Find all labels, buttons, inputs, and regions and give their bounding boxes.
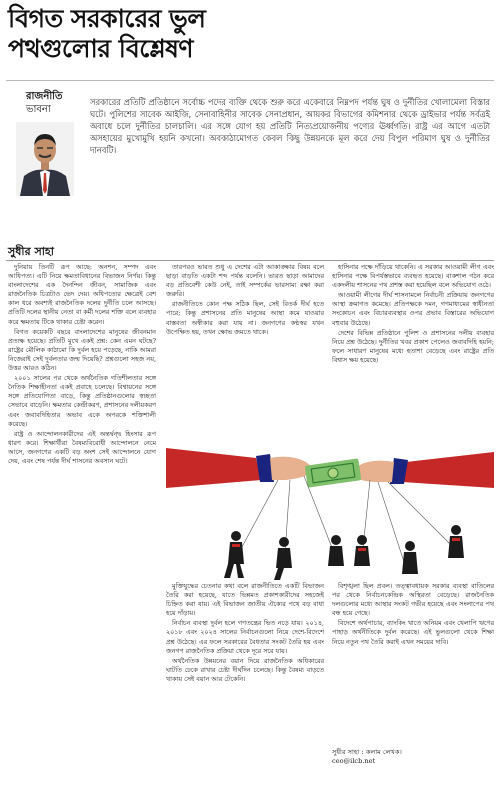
paragraph: রাজনীতিতে কোন পক্ষ সঠিক ছিল, সেই বিতর্ক দীর্ঘ হতে পারে; কিন্তু প্রশাসনের প্রতি মানুষের আস্থা কমে যাওয়ার বাস্তবতা অস্বীকার করা যায় না। জনগণের কণ্ঠস্বর যখন উপেক্ষিত হয়, তখন ক্ষোভ জমতে থাকে। — [166, 300, 324, 336]
author-credit: সুধীর সাহা : কলাম লেখক। — [332, 748, 402, 756]
body-column-2 — [166, 263, 324, 415]
paragraph: দেশের বিভিন্ন প্রতিষ্ঠানে পুলিশ ও প্রশাসনের দলীয় ব্যবহার নিয়ে প্রশ্ন উঠেছে। দুর্নীতির খবর প্রকাশ পেলেও জবাবদিহি হয়নি; ফলে সাধারণ মানুষের মধ্যে হতাশা বেড়েছে এবং রাষ্ট্রের প্রতি বিশ্বাস ক্ষয় হয়েছে। — [332, 328, 494, 364]
author-email[interactable]: ceo@ilcb.net — [332, 757, 376, 765]
lead-paragraph: সরকারের প্রতিটি প্রতিষ্ঠানে সর্বোচ্চ পদের ব্যক্তি থেকে শুরু করে একেবারে নিম্নপদ পর্যন্ত ঘুষ ও দুর্নীতির খোলামেলা বিস্তার ঘটে। পুলিশের সাবেক আইজি, সেনাবাহিনীর সাবেক সেনাপ্রধান, আয়কর বিভাগের কমিশনার থেকে ড্রাইভার পর্যন্ত সর্বত্রই অবাধে চলে দুর্নীতির চালচালি। এর সঙ্গে যোগ হয় প্রতিটি নিত্যপ্রয়োজনীয় পণ্যের ঊর্ধ্বগতি। রাষ্ট্র এর আগে এতটা অসহায়ের মুখোমুখি হয়নি কখনো। অবকাঠামোগত কেবল কিছু উন্নয়নকে মূল করে দেয় বিপুল পরিমাণ ঘুষ ও দুর্নীতির দানবটি। — [90, 97, 490, 155]
headline-line-1: বিগত সরকারের ভুল — [8, 4, 206, 33]
column-subtitle: ভাবনা — [26, 104, 51, 115]
author-portrait — [16, 122, 74, 196]
byline-divider — [6, 260, 494, 261]
paragraph: বিগত কয়েকটি বছরে বাংলাদেশের মানুষের জীবনমান প্রত্যক্ষ হয়েছে। প্রতিটি মুখে একই প্রশ্ন: কেন এমন ঘটছে? রাষ্ট্রের মৌলিক কাঠামো কি দুর্বল হয়ে পড়েছে, নাকি আমরা নিজেরাই সেই দুর্বলতার জন্ম দিয়েছি? প্রশ্নগুলো সহজ নয়, উত্তর আরও কঠিন। — [8, 327, 156, 373]
body-column-1 — [8, 263, 156, 795]
corruption-illustration — [166, 418, 494, 580]
paragraph: দুনিয়ায় তিনটি রূপ আছে: অনশন, সম্পদ এবং আধিপত্য। এটি নিয়ে ক্ষমতাবিধানের বিভাজন নির্ণয়। কিন্তু বাংলাদেশের এক দৈনন্দিন জীবন, সামাজিক এবং রাজনৈতিক চিত্রটাও ভেদ দেয়। অধিপত্যের ক্ষেত্রেই বেশ কাল ধরে অবশ্যই রাজনৈতিক দলের দুর্নীতি চলে আসছে। প্রতিটি দলের স্থানীয় নেতা বা কর্মী দলের শক্তি বলে ব্যবহার করে ক্ষমতায় টিকে থাকার চেষ্টা করেন। — [8, 263, 156, 326]
paragraph: হাসিনার পক্ষে দাঁড়িয়ে থাকেনি। এ সরকার আওয়ামী লীগ এবং হাসিনার পক্ষে বিপর্যস্তভাবে ব্যবহৃত হয়েছে। বাকশাল গঠন করে একদলীয় শাসনের পথ প্রশস্ত করা হয়েছিল বলে অভিযোগ ওঠে। — [332, 263, 494, 290]
paragraph: ২০০১ সালের পর থেকে অর্থনৈতিক গতিশীলতার সঙ্গে নৈতিক শিক্ষাহীনতা একই প্রবাহে চলেছে। বিশ্বায়নের সঙ্গে সঙ্গে প্রতিযোগিতা বাড়ে, কিন্তু প্রতিষ্ঠানগুলোর স্বচ্ছতা সেভাবে বাড়েনি। ক্ষমতার কেন্দ্রীকরণ, প্রশাসনের দলীয়করণ এবং জবাবদিহিতার অভাব একে অপরকে শক্তিশালী করেছে। — [8, 374, 156, 428]
body-column-5 — [332, 582, 494, 742]
paragraph: রাষ্ট্র ও আন্দোলনকারীদের এই অন্তর্দ্বন্দ্ব হিংসার রূপ ধারণ করে। শিক্ষার্থীরা বৈষম্যবিরোধী আন্দোলনে নেমে আসে, জনগণের একটি বড় অংশ সেই আন্দোলনে যোগ দেয়, এবং শেষ পর্যন্ত দীর্ঘ শাসনের অবসান ঘটে। — [8, 429, 156, 465]
paragraph: নির্বাচন ব্যবস্থা দুর্বল হলে গণতন্ত্রের ভিত নড়ে যায়। ২০১৪, ২০১৮ এবং ২০২৪ সালের নির্বাচনগুলো নিয়ে দেশে-বিদেশে প্রশ্ন উঠেছে। এর ফলে সরকারের বৈধতার সংকট তৈরি হয় এবং জনগণ রাজনৈতিক প্রক্রিয়া থেকে দূরে সরে যায়। — [166, 619, 324, 655]
paragraph: আওয়ামী লীগের দীর্ঘ শাসনামলে নির্বাচনী প্রক্রিয়ায় জনগণের আস্থা ক্রমাগত কমেছে। প্রতিপক্ষকে দমন, গণমাধ্যমের স্বাধীনতা সংকোচন এবং বিচারব্যবস্থার ওপর প্রভাব বিস্তারের অভিযোগ বহুবার উঠেছে। — [332, 291, 494, 327]
headline-line-2: পথগুলোর বিশ্লেষণ — [8, 34, 194, 63]
byline: সুধীর সাহা — [8, 245, 54, 258]
paragraph: তারপরও ভারত শুধু এ দেশের এটা আকাঙ্ক্ষার বিষয় বলে ছাড়া বাড়তি একটা শব্দ পর্যন্ত বলেনি। ভারত ছাড়া আমাদের বড় প্রতিবেশী কেউ নেই, তাই সম্পর্কের ভারসাম্য রক্ষা করা জরুরি। — [166, 263, 324, 299]
body-column-4 — [166, 582, 324, 794]
paragraph: অর্থনৈতিক উন্নয়নের বয়ান দিয়ে রাজনৈতিক অধিকারের ঘাটতি ঢেকে রাখার চেষ্টা দীর্ঘদিন চলেছে। কিন্তু বৈষম্য বাড়তে থাকায় সেই বয়ান আর টেকেনি। — [166, 656, 324, 683]
headline — [8, 4, 338, 64]
column-name: রাজনীতি — [26, 91, 63, 102]
paragraph: মুক্তিযুদ্ধের চেতনার কথা বলে রাজনীতিতে একটি বিভাজন তৈরি করা হয়েছে, যাতে ভিন্নমত প্রকাশকারীদের সহজেই চিহ্নিত করা যায়। এই বিভাজন জাতীয় ঐক্যের পথে বড় বাধা হয়ে দাঁড়ায়। — [166, 582, 324, 618]
author-footer — [332, 748, 494, 766]
paragraph: বিশৃঙ্খলা ছিল প্রবল। তত্ত্বাবধায়ক সরকার ব্যবস্থা বাতিলের পর থেকে নির্বাচনকেন্দ্রিক অস্থিরতা বেড়েছে। রাজনৈতিক দলগুলোর মধ্যে আস্থার সংকট গভীর হয়েছে এবং সংলাপের পথ বন্ধ হয়ে গেছে। — [332, 582, 494, 618]
paragraph: বিদেশে অর্থপাচার, ব্যাংকিং খাতে অনিয়ম এবং খেলাপি ঋণের পাহাড় অর্থনীতিকে দুর্বল করেছে। এই ভুলগুলো থেকে শিক্ষা নিয়ে নতুন পথ তৈরি করাই এখন সময়ের দাবি। — [332, 619, 494, 646]
top-divider — [6, 80, 494, 81]
